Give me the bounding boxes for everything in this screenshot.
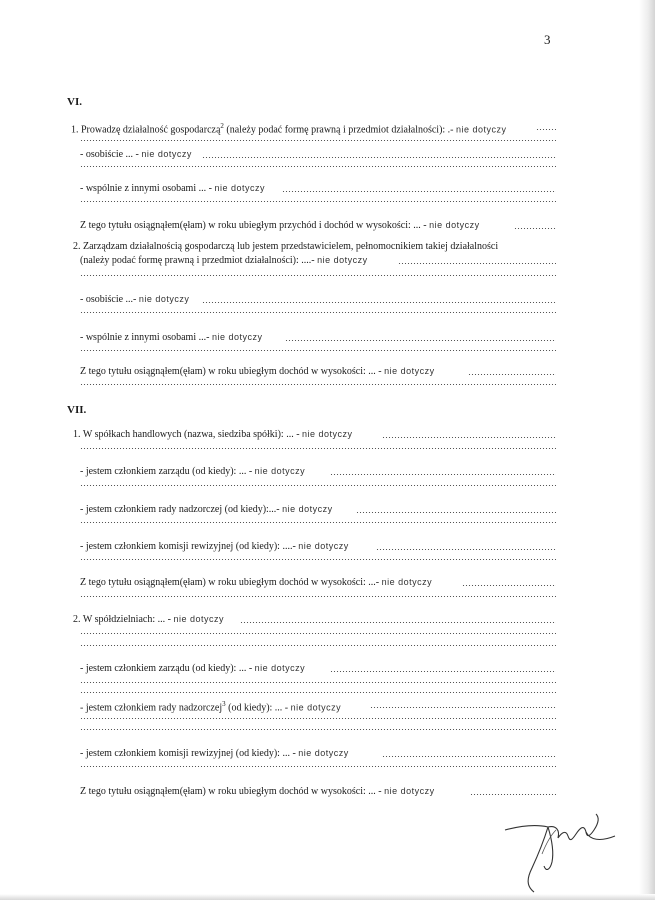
fill-line [382,756,556,757]
fill-line [356,512,556,513]
fill-line [370,707,556,708]
vii-2-audit: - jestem członkiem komisji rewizyjnej (od kiedy): ... - nie dotyczy [80,748,349,759]
vii-1-board: - jestem członkiem zarządu (od kiedy): ... - nie dotyczy [80,466,306,477]
vii-2-question: 2. W spółdzielniach: ... - nie dotyczy [73,614,224,625]
fill-line [80,718,556,719]
fill-line [462,585,556,586]
fill-line [80,559,556,560]
vii-2-answer: nie dotyczy [173,614,224,624]
vii-1-supervisory: - jestem członkiem rady nadzorczej (od kiedy):...- nie dotyczy [80,504,333,515]
footnote-marker: 2 [220,122,224,130]
vi-1-answer: nie dotyczy [456,124,507,135]
fill-line [398,263,556,264]
fill-line [285,340,556,341]
fill-line [80,350,556,351]
fill-line [80,692,556,693]
page-edge-shadow [639,0,655,900]
fill-line [80,596,556,597]
footnote-marker: 3 [222,700,226,708]
vi-1-question: 1. Prowadzę działalność gospodarczą$^2$ (należy podać formę prawną i przedmiot działalności): .- nie dotyczy [71,122,507,136]
fill-line [240,622,556,623]
fill-line [80,201,556,202]
vi-1-income: Z tego tytułu osiągnąłem(ęłam) w roku ubiegłym przychód i dochód w wysokości: ... - nie dotyczy [80,220,480,231]
fill-line [80,448,556,449]
fill-line [80,633,556,634]
vi-2-question-line1: 2. Zarządzam działalnością gospodarczą lub jestem przedstawicielem, pełnomocnikiem takiej działalności [73,241,499,252]
vii-2-supervisory: - jestem członkiem rady nadzorczej$^3$ (od kiedy): ... - nie dotyczy [80,700,342,714]
fill-line [80,275,556,276]
vi-2-personally: - osobiście ...- nie dotyczy [80,294,190,305]
page-number: 3 [544,32,551,47]
fill-line [80,312,556,313]
fill-line [80,682,556,683]
fill-line [330,474,556,475]
section-vii-heading: VII. [67,404,87,416]
fill-line [382,437,556,438]
handwritten-signature [500,800,620,895]
fill-line [536,129,556,130]
vi-2-answer: nie dotyczy [317,255,368,265]
vii-1-income: Z tego tytułu osiągnąłem(ęłam) w roku ubiegłym dochód w wysokości: ...- nie dotyczy [80,577,433,588]
fill-line [376,549,556,550]
vii-1-audit: - jestem członkiem komisji rewizyjnej (od kiedy): ....- nie dotyczy [80,541,349,552]
vii-1-question: 1. W spółkach handlowych (nazwa, siedziba spółki): ... - nie dotyczy [73,429,353,440]
vi-1-personally: - osobiście ... - nie dotyczy [80,149,192,160]
vii-2-income: Z tego tytułu osiągnąłem(ęłam) w roku ubiegłym dochód w wysokości: ... - nie dotyczy [80,786,435,797]
fill-line [80,729,556,730]
fill-line [202,302,556,303]
section-vi-heading: VI. [67,96,82,108]
fill-line [282,191,556,192]
fill-line [80,140,556,141]
vi-2-income: Z tego tytułu osiągnąłem(ęłam) w roku ubiegłym dochód w wysokości: ... - nie dotyczy [80,366,435,377]
fill-line [80,645,556,646]
fill-line [80,766,556,767]
vii-1-answer: nie dotyczy [302,429,353,439]
fill-line [468,374,556,375]
vi-1-jointly: - wspólnie z innymi osobami ... - nie dotyczy [80,183,265,194]
fill-line [202,157,556,158]
fill-line [80,522,556,523]
vi-2-jointly: - wspólnie z innymi osobami ...- nie dotyczy [80,332,263,343]
fill-line [80,485,556,486]
fill-line [80,166,556,167]
fill-line [514,228,556,229]
fill-line [470,794,556,795]
vii-2-board: - jestem członkiem zarządu (od kiedy): ... - nie dotyczy [80,663,306,674]
vi-2-question-line2: (należy podać formę prawną i przedmiot działalności): ....- nie dotyczy [80,255,368,266]
fill-line [330,671,556,672]
fill-line [80,384,556,385]
